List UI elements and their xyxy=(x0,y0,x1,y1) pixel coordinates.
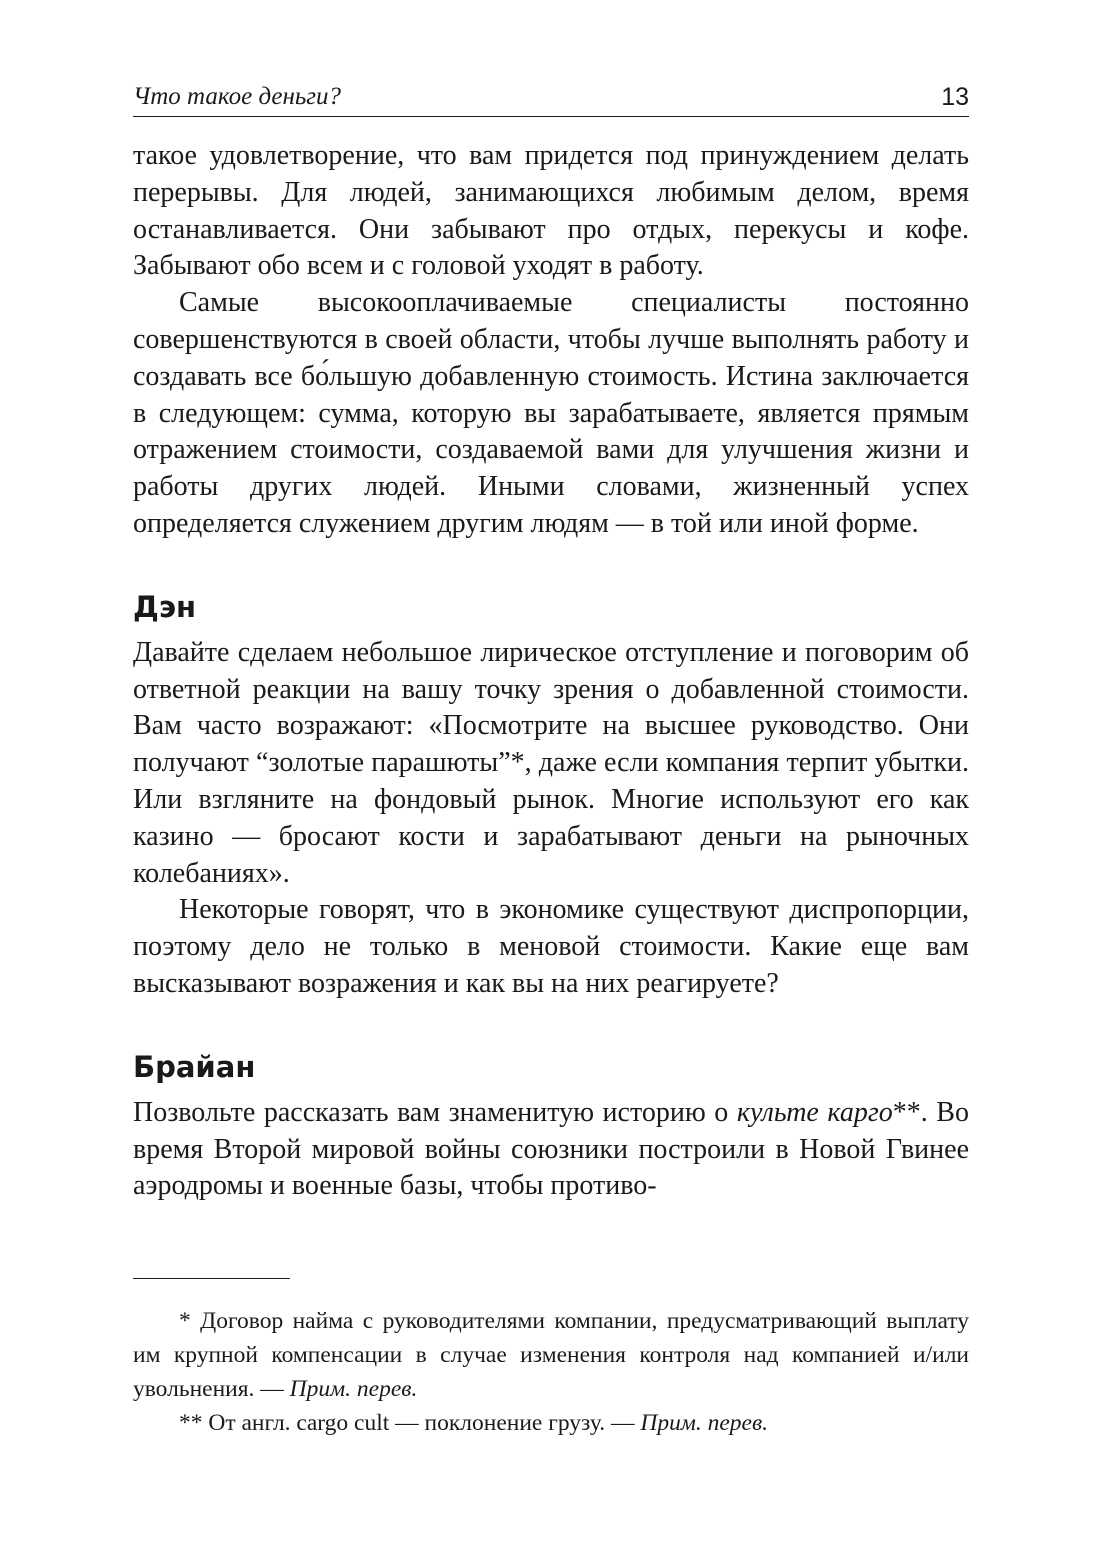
footnote-2 xyxy=(133,1406,969,1440)
page-number: 13 xyxy=(941,83,969,111)
footnote-2-italic: Прим. перев. xyxy=(640,1410,769,1436)
running-header xyxy=(133,82,969,117)
paragraph-5-end: **. Во время Второй мировой войны союзники построили в Новой Гвинее аэродромы и военные базы, чтобы противо- xyxy=(133,1096,969,1202)
running-title: Что такое деньги? xyxy=(133,83,342,110)
speaker-heading-dan: Дэн xyxy=(133,589,197,624)
paragraph-2: Самые высокооплачиваемые специалисты постоянно совершенствуются в своей области, чтобы лучше выполнять работу и создавать все бо́льшую добавленную стоимость. Истина заключается в следующем: сумма, которую вы зарабатываете, является прямым отражением стоимости, создаваемой вами для улучшения жизни и работы других людей. Иными словами, жизненный успех определяется служением другим людям — в той или иной форме. xyxy=(133,287,969,539)
paragraph-5-italic: культе карго xyxy=(736,1096,893,1128)
footnote-divider xyxy=(133,1278,290,1279)
main-text xyxy=(133,138,969,1205)
paragraph-5 xyxy=(133,1095,969,1205)
paragraph-4: Некоторые говорят, что в экономике существуют диспропорции, поэтому дело не только в меновой стоимости. Какие еще вам высказывают возражения и как вы на них реагируете? xyxy=(133,894,969,999)
footnote-1-italic: Прим. перев. xyxy=(289,1376,418,1402)
footnotes xyxy=(133,1304,969,1440)
paragraph-1: такое удовлетворение, что вам придется под принуждением делать перерывы. Для людей, занимающихся любимым делом, время останавливается. Они забывают про отдых, перекусы и кофе. Забывают обо всем и с головой уходят в работу. xyxy=(133,140,969,282)
footnote-1 xyxy=(133,1304,969,1406)
footnote-1-text: * Договор найма с руководителями компании, предусматривающий выплату им крупной компенсации в случае изменения контроля над компанией и/или увольнения. — xyxy=(133,1308,969,1402)
footnote-2-text: ** От англ. cargo cult — поклонение грузу. — xyxy=(179,1410,641,1436)
paragraph-5-start: Позвольте рассказать вам знаменитую историю о xyxy=(133,1096,737,1128)
speaker-heading-brian: Брайан xyxy=(133,1049,256,1084)
paragraph-3: Давайте сделаем небольшое лирическое отступление и поговорим об ответной реакции на вашу точку зрения о добавленной стоимости. Вам часто возражают: «Посмотрите на высшее руководство. Они получают “золотые парашюты”*, даже если компания терпит убытки. Или взгляните на фондовый рынок. Многие используют его как казино — бросают кости и зарабатывают деньги на рыночных колебаниях». xyxy=(133,636,969,889)
